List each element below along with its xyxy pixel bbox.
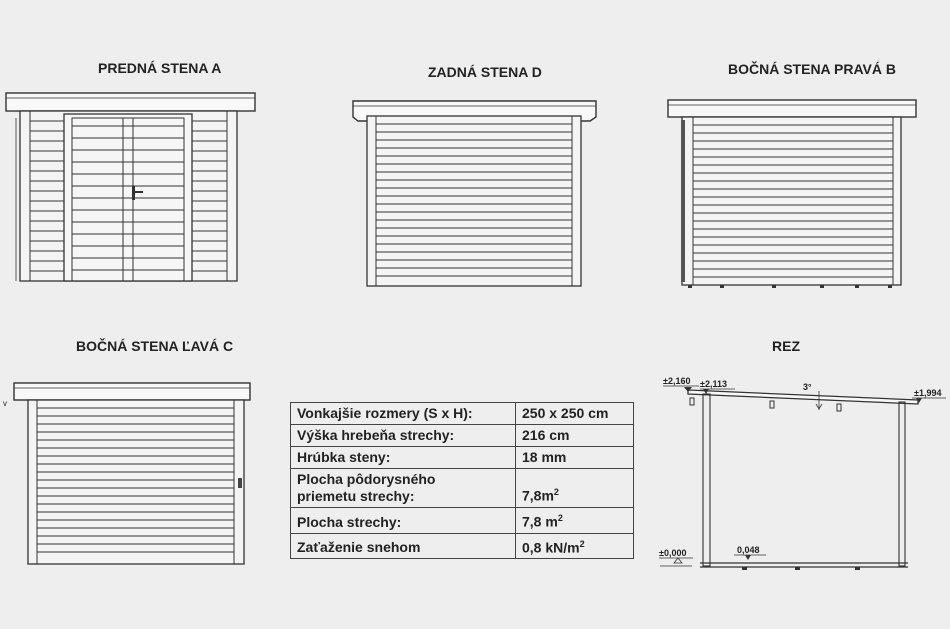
level-top-mid: ±2,113: [700, 379, 727, 389]
roof-pitch-label: 3°: [803, 382, 812, 392]
spec-value-text: 7,8m: [522, 488, 554, 504]
table-row: [291, 447, 634, 469]
spec-label: [291, 469, 516, 508]
spec-value: 250 x 250 cm: [516, 403, 634, 425]
spec-label: Hrúbka steny:: [291, 447, 516, 469]
spec-label-line1: Plocha pôdorysného: [297, 471, 436, 487]
spec-label: Plocha strechy:: [291, 508, 516, 534]
spec-value-sup: 2: [553, 487, 559, 498]
spec-label: Vonkajšie rozmery (S x H):: [291, 403, 516, 425]
level-top-left: ±2,160: [663, 376, 691, 386]
spec-label-line2: priemetu strechy:: [297, 488, 415, 504]
right-wall-title: BOČNÁ STENA PRAVÁ B: [728, 61, 897, 77]
spec-value: [516, 533, 634, 559]
specs-table: [290, 402, 634, 559]
table-row: [291, 403, 634, 425]
table-row: [291, 508, 634, 534]
section-wall-left: [703, 394, 710, 566]
left-wall-title: BOČNÁ STENA ĽAVÁ C: [76, 338, 234, 354]
spec-value-text: 7,8 m: [522, 513, 558, 530]
spec-value: [516, 469, 634, 508]
spec-value-text: 0,8 kN/m: [522, 539, 580, 556]
back-wall-title: ZADNÁ STENA D: [428, 64, 542, 80]
front-wall-title: PREDNÁ STENA A: [98, 60, 222, 76]
level-top-right: ±1,994: [914, 388, 942, 398]
spec-label: Zaťaženie snehom: [291, 533, 516, 559]
section-roof: [688, 390, 918, 404]
level-floor: ±0,000: [659, 548, 687, 558]
level-floor-inner: 0,048: [737, 545, 760, 555]
table-row: [291, 425, 634, 447]
svg-text:v: v: [3, 399, 7, 408]
table-row: [291, 469, 634, 508]
section-title: REZ: [772, 338, 800, 354]
table-row: [291, 533, 634, 559]
spec-value-sup: 2: [579, 538, 585, 549]
spec-value-sup: 2: [557, 513, 563, 523]
spec-value: 18 mm: [516, 447, 634, 469]
section-wall-right: [899, 402, 905, 566]
spec-value: [516, 508, 634, 534]
spec-label: Výška hrebeňa strechy:: [291, 425, 516, 447]
spec-value: 216 cm: [516, 425, 634, 447]
